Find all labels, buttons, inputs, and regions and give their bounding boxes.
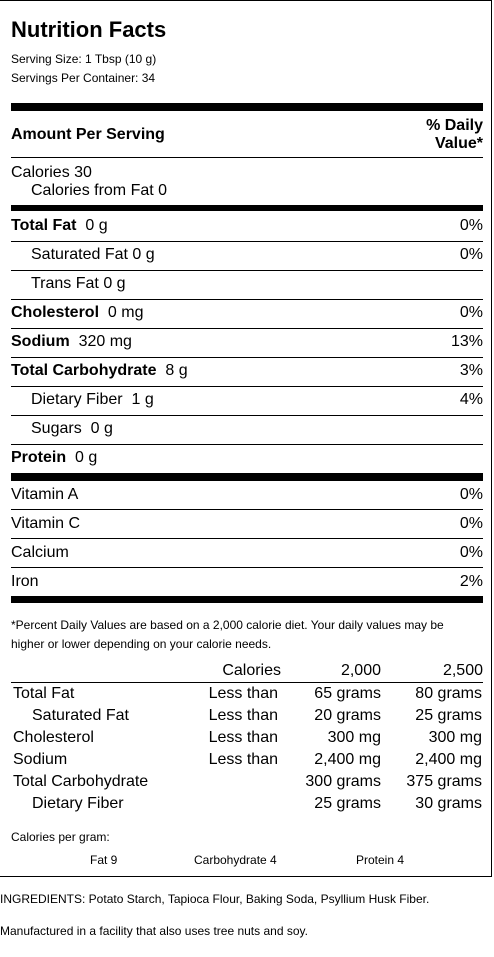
dv-table-row-2500: 300 mg (428, 729, 482, 746)
serving-size: Serving Size: 1 Tbsp (10 g) (11, 52, 157, 66)
nutrient-amount: 0 g (85, 217, 108, 234)
dv-table-row-2000: 300 mg (327, 729, 381, 746)
dv-table-row-2500: 30 grams (415, 795, 482, 812)
nutrient-amount: 0 g (90, 420, 113, 437)
nutrient-name: Dietary Fiber (31, 391, 123, 408)
vitamin-dv: 0% (459, 515, 483, 532)
dv-table-header-2500: 2,500 (442, 662, 483, 679)
daily-value-header (426, 117, 483, 153)
dv-table-row-name: Cholesterol (13, 729, 94, 746)
dv-table-row-name: Dietary Fiber (32, 795, 124, 812)
nutrient-name: Sugars (31, 420, 82, 437)
nutrient-dv: 0% (459, 217, 483, 234)
servings-per-container: Servings Per Container: 34 (11, 71, 156, 85)
vitamin-name: Calcium (11, 544, 69, 561)
dv-table-row-2500: 25 grams (415, 707, 482, 724)
nutrient-row-total-carbohydrate (11, 357, 483, 386)
nutrient-name: Trans Fat 0 g (31, 275, 126, 292)
nutrient-row-cholesterol (11, 299, 483, 328)
nutrient-row-trans-fat (11, 270, 483, 299)
vitamin-row-c (11, 510, 483, 539)
nutrient-dv: 0% (459, 246, 483, 263)
dv-table-row-qualifier: Less than (208, 729, 278, 746)
nutrient-name: Sodium (11, 333, 70, 350)
calories-per-gram-carbohydrate: Carbohydrate 4 (194, 853, 277, 867)
dv-table-row-name: Sodium (13, 751, 68, 768)
vitamin-name: Iron (11, 573, 39, 590)
vitamin-dv: 0% (459, 486, 483, 503)
nutrient-name: Cholesterol (11, 304, 100, 321)
vitamin-name: Vitamin C (11, 515, 81, 532)
nutrient-name: Total Carbohydrate (11, 362, 157, 379)
footnote-line1: *Percent Daily Values are based on a 2,000 calorie diet. Your daily values may be (11, 618, 444, 632)
nutrient-row-saturated-fat (11, 241, 483, 270)
calories-per-gram-protein: Protein 4 (356, 853, 405, 867)
calories-from-fat: Calories from Fat 0 (31, 182, 168, 199)
vitamin-name: Vitamin A (11, 486, 79, 503)
mineral-row-calcium (11, 539, 483, 568)
dv-table-row-name: Saturated Fat (32, 707, 129, 724)
nutrient-row-sugars (11, 415, 483, 444)
calories-per-gram-fat: Fat 9 (90, 853, 118, 867)
dv-table-row-2500: 375 grams (406, 773, 482, 790)
dv-table-row-2000: 25 grams (314, 795, 381, 812)
dv-table-row-qualifier: Less than (208, 685, 278, 702)
nutrient-amount: 0 g (75, 449, 98, 466)
dv-table-row-2000: 20 grams (314, 707, 381, 724)
nutrient-dv: 0% (459, 304, 483, 321)
mineral-row-iron (11, 568, 483, 597)
nutrient-row-total-fat (11, 212, 483, 241)
nutrient-dv: 13% (450, 333, 483, 350)
allergen-statement: Manufactured in a facility that also uses tree nuts and soy. (0, 924, 308, 938)
daily-value-header-line1: % Daily (426, 117, 483, 134)
divider (11, 157, 483, 158)
nutrient-amount: 8 g (165, 362, 188, 379)
thick-divider (11, 596, 483, 603)
dv-table-row-qualifier: Less than (208, 751, 278, 768)
dv-table-row-name: Total Fat (13, 685, 75, 702)
calories: Calories 30 (11, 164, 92, 181)
vitamin-dv: 2% (459, 573, 483, 590)
dv-table-row-2000: 300 grams (305, 773, 381, 790)
dv-table-row-2500: 80 grams (415, 685, 482, 702)
nutrient-row-sodium (11, 328, 483, 357)
dv-table-row-2000: 65 grams (314, 685, 381, 702)
dv-table-header-calories: Calories (222, 662, 281, 679)
nutrient-amount: 0 mg (107, 304, 144, 321)
medium-divider (11, 205, 483, 211)
vitamin-dv: 0% (459, 544, 483, 561)
calories-per-gram-label: Calories per gram: (11, 830, 110, 844)
vitamin-row-a (11, 481, 483, 510)
thick-divider (11, 473, 483, 481)
thick-divider (11, 103, 483, 111)
amount-per-serving: Amount Per Serving (11, 126, 165, 143)
nutrient-amount: 320 mg (78, 333, 132, 350)
nutrient-name: Saturated Fat 0 g (31, 246, 155, 263)
daily-value-header-line2: Value* (434, 135, 483, 152)
dv-table-row-2000: 2,400 mg (314, 751, 381, 768)
label-title: Nutrition Facts (11, 17, 167, 42)
nutrient-row-protein (11, 444, 483, 473)
dv-table-header-2000: 2,000 (340, 662, 381, 679)
nutrient-dv: 3% (459, 362, 483, 379)
dv-table-row-2500: 2,400 mg (415, 751, 482, 768)
nutrient-name: Total Fat (11, 217, 77, 234)
nutrient-name: Protein (11, 449, 67, 466)
divider (11, 682, 483, 683)
nutrient-row-dietary-fiber (11, 386, 483, 415)
ingredients: INGREDIENTS: Potato Starch, Tapioca Flour, Baking Soda, Psyllium Husk Fiber. (0, 892, 430, 906)
dv-table-row-qualifier: Less than (208, 707, 278, 724)
dv-table-row-name: Total Carbohydrate (13, 773, 149, 790)
nutrient-dv: 4% (459, 391, 483, 408)
footnote-line2: higher or lower depending on your calorie needs. (11, 637, 272, 651)
nutrient-amount: 1 g (131, 391, 154, 408)
